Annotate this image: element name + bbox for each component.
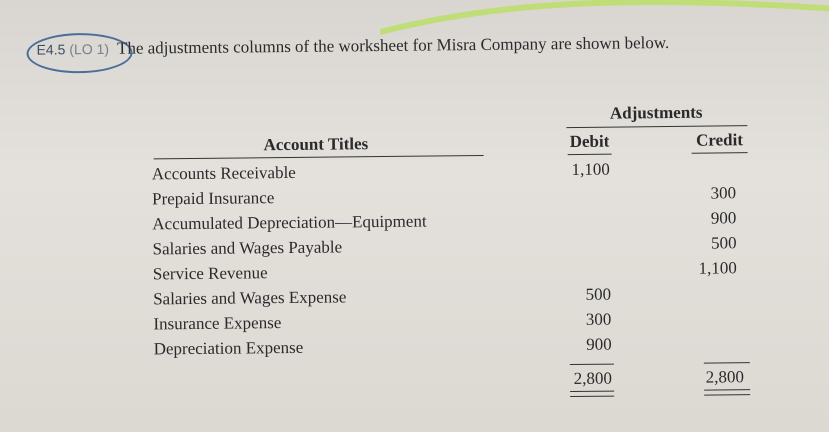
account-title: Accumulated Depreciation—Equipment [152,211,427,234]
adjustments-heading: Adjustments [609,102,703,123]
debit-amount [563,260,611,261]
debit-amount [562,235,610,236]
problem-statement: The adjustments columns of the worksheet for Misra Company are shown below. [116,32,670,58]
adjustments-rule [566,125,747,128]
credit-amount: 1,100 [698,258,737,278]
debit-amount: 300 [585,309,612,329]
account-titles-header: Account Titles [263,134,369,155]
credit-amount [689,283,737,284]
debit-sum-rule [570,364,614,365]
credit-rule [692,152,748,154]
debit-amount: 900 [586,334,612,354]
debit-amount [562,210,610,211]
debit-rule [568,154,612,155]
account-title: Service Revenue [152,263,268,284]
account-titles-rule [154,155,484,159]
table-row [154,333,764,364]
credit-total: 2,800 [705,367,745,387]
problem-number: E4.5 [36,41,66,58]
credit-sum-rule [704,362,750,363]
credit-header: Credit [695,130,744,150]
credit-double-underline [704,389,750,395]
problem-header [36,33,669,60]
account-title: Accounts Receivable [151,162,296,184]
highlighter-stroke [380,0,829,38]
debit-double-underline [570,391,614,397]
credit-amount: 500 [710,233,737,253]
learning-objective: (LO 1) [69,40,110,58]
debit-amount [562,185,610,186]
credit-amount [689,308,737,309]
debit-total: 2,800 [573,368,613,389]
debit-amount: 1,100 [571,159,610,180]
credit-amount [688,158,736,159]
credit-amount: 900 [710,208,737,228]
account-title: Salaries and Wages Payable [152,237,343,259]
debit-amount: 500 [585,284,612,304]
account-title: Prepaid Insurance [151,188,275,209]
credit-amount: 300 [710,183,737,203]
worksheet-rows [152,158,764,364]
debit-header: Debit [569,131,610,152]
account-title: Salaries and Wages Expense [153,287,347,309]
credit-amount [690,333,738,334]
account-title: Insurance Expense [153,313,282,334]
account-title: Depreciation Expense [153,337,304,359]
